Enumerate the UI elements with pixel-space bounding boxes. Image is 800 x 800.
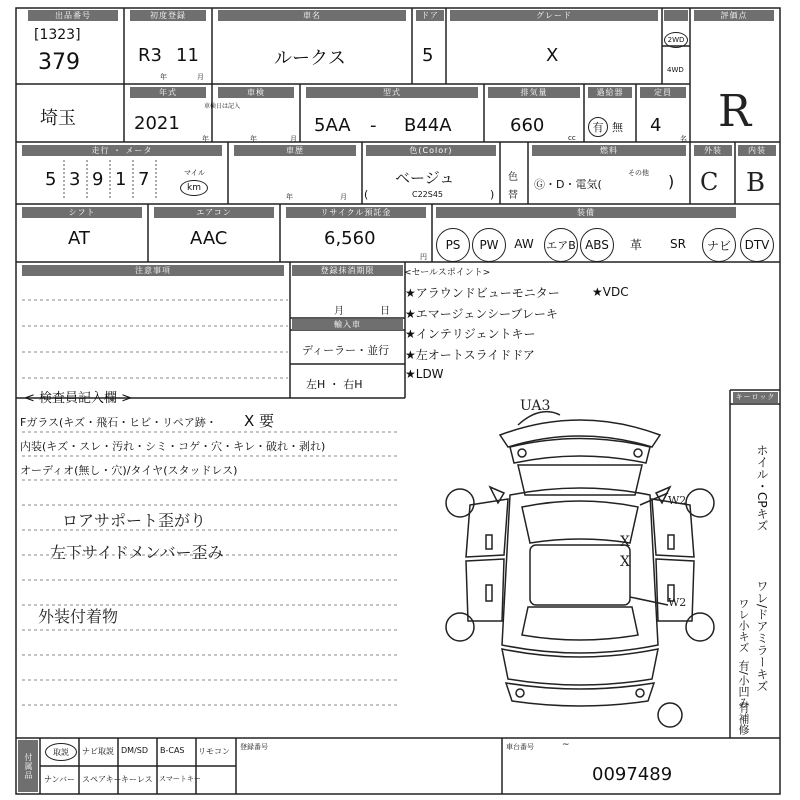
- evaluation-grade: R: [718, 86, 752, 137]
- color-paren-close: ): [490, 188, 495, 201]
- mileage-digit-4: 1: [115, 169, 127, 190]
- color-name: ベージュ: [395, 169, 455, 187]
- accessory-number: ナンバー: [44, 775, 76, 784]
- mileage-unit-mile: マイル: [184, 169, 205, 177]
- header-evaluation: 評価点: [694, 10, 774, 21]
- accessory-manual: 取説: [45, 743, 77, 761]
- header-inspection: 車検: [218, 87, 294, 98]
- interior-grade: B: [746, 168, 766, 198]
- first-reg-month: 11: [176, 45, 199, 66]
- drive-4wd: 4WD: [667, 66, 684, 74]
- inspection-note: 車検日は記入: [204, 103, 241, 110]
- equipment-aw: AW: [514, 237, 534, 251]
- mileage-digit-2: 3: [69, 169, 81, 190]
- accessory-spare-key: スペアキー: [82, 775, 122, 784]
- mileage-digit-1: 5: [45, 169, 57, 190]
- diagram-mark-x2: X: [620, 554, 630, 570]
- first-reg-year-unit: 年: [160, 73, 167, 81]
- header-ext: 外装: [694, 145, 732, 156]
- chassis-number: 0097489: [592, 764, 673, 785]
- type-dash: -: [370, 115, 377, 136]
- vehicle-year-unit: 年: [286, 193, 293, 201]
- capacity-value: 4: [650, 115, 662, 136]
- legend-col-4: 有/小凹み: [737, 660, 750, 708]
- selling-point-5: ★LDW: [405, 367, 444, 381]
- diagram-mark-ua3: UA3: [520, 398, 551, 414]
- header-import: 輸入車: [292, 319, 403, 330]
- header-doors: ドア: [416, 10, 444, 21]
- selling-point-vdc: ★VDC: [592, 285, 629, 299]
- mileage-digit-3: 9: [92, 169, 104, 190]
- accessory-bcas: B-CAS: [160, 746, 185, 755]
- exterior-grade: C: [700, 168, 719, 196]
- handwritten-note-3: 外装付着物: [38, 607, 119, 626]
- equipment-airbag: エアB: [544, 228, 578, 262]
- header-fuel: 燃料: [532, 145, 686, 156]
- displacement-unit: cc: [568, 134, 576, 142]
- header-type: 型式: [306, 87, 478, 98]
- header-notes: 注意事項: [22, 265, 284, 276]
- inspector-header: < 検査員記入欄 >: [24, 391, 133, 406]
- selling-point-4: ★左オートスライドドア: [405, 348, 535, 362]
- label-chassis-no: 車台番号: [506, 743, 534, 751]
- equipment-pw: PW: [472, 228, 506, 262]
- equipment-dtv: DTV: [740, 228, 774, 262]
- mileage-digit-5: 7: [138, 169, 150, 190]
- capacity-unit: 名: [680, 135, 687, 143]
- accessory-keyless: キーレス: [121, 775, 153, 784]
- accessory-smart-key: スマートキー: [159, 775, 201, 783]
- turbo-yes: 有: [588, 117, 608, 137]
- inspector-line-glass: Fガラス(キズ・飛石・ヒビ・リペア跡・: [20, 416, 217, 429]
- header-int: 内装: [738, 145, 776, 156]
- turbo-no: 無: [612, 121, 623, 134]
- legend-col-3: ワレ小キズ: [737, 598, 750, 653]
- header-model-year: 年式: [130, 87, 206, 98]
- aircon-value: AAC: [190, 228, 228, 249]
- model-year-unit: 年: [202, 135, 209, 143]
- header-displacement: 排気量: [488, 87, 580, 98]
- color-label-2: 替: [508, 190, 518, 201]
- header-first-reg: 初度登録: [130, 10, 206, 21]
- doors-value: 5: [422, 45, 434, 66]
- recycle-unit: 円: [420, 253, 427, 261]
- selling-points-header: <セールスポイント>: [404, 268, 491, 278]
- glass-repair-mark: X 要: [244, 412, 275, 430]
- type-prefix: 5AA: [314, 115, 351, 136]
- header-car-name: 車名: [218, 10, 406, 21]
- vehicle-month-unit: 月: [340, 193, 347, 201]
- equipment-navi: ナビ: [702, 228, 736, 262]
- diagram-mark-w2-rear: W2: [668, 596, 687, 609]
- reg-expiry-day: 日: [380, 306, 390, 317]
- header-recycle: リサイクル預託金: [286, 207, 426, 218]
- header-shift: シフト: [22, 207, 142, 218]
- accessory-dm-sd: DM/SD: [121, 746, 148, 755]
- selling-point-3: ★インテリジェントキー: [405, 327, 536, 341]
- header-turbo: 過給器: [588, 87, 632, 98]
- handwritten-note-2: 左下サイドメンバー歪み: [50, 543, 224, 562]
- inspector-line-audio: オーディオ(無し・穴)/タイヤ(スタッドレス): [20, 464, 238, 477]
- header-equipment: 装備: [436, 207, 736, 218]
- chassis-dash: ~: [562, 740, 570, 750]
- type-code: B44A: [404, 115, 452, 136]
- accessory-navi-manual: ナビ取説: [82, 747, 114, 756]
- grade-value: X: [546, 45, 559, 66]
- car-damage-diagram: [430, 395, 730, 735]
- selling-point-1: ★アラウンドビューモニター: [405, 286, 560, 300]
- displacement-value: 660: [510, 115, 545, 136]
- drive-2wd: 2WD: [664, 32, 688, 48]
- equipment-leather: 革: [629, 237, 642, 252]
- color-label-1: 色: [508, 172, 518, 183]
- selling-point-2: ★エマージェンシーブレーキ: [405, 307, 558, 321]
- fuel-close: ): [668, 172, 675, 191]
- equipment-ps: PS: [436, 228, 470, 262]
- legend-col-2: ワレ/ドアミラーキズ: [755, 580, 769, 693]
- recycle-value: 6,560: [324, 228, 376, 249]
- legend-col-5: 有補修: [737, 702, 750, 735]
- header-reg-expiry: 登録抹消期限: [292, 265, 403, 276]
- header-color: 色(Color): [366, 145, 496, 156]
- import-handle: 左H ・ 右H: [306, 378, 363, 391]
- first-reg-month-unit: 月: [197, 73, 204, 81]
- diagram-mark-x1: X: [620, 534, 630, 550]
- car-name: ルークス: [274, 48, 346, 69]
- header-grade: グレード: [450, 10, 658, 21]
- header-keylock: キーロック: [733, 392, 778, 403]
- inspection-month-unit: 月: [290, 135, 297, 143]
- model-year-value: 2021: [134, 113, 180, 134]
- header-capacity: 定員: [640, 87, 686, 98]
- header-drive: [664, 10, 688, 21]
- diagram-mark-w2-front: W2: [668, 494, 687, 507]
- lot-number: 379: [38, 50, 80, 75]
- mileage-unit-km: km: [180, 180, 208, 196]
- shift-value: AT: [68, 228, 90, 249]
- import-dealer: ディーラー・並行: [302, 344, 390, 357]
- handwritten-note-1: ロアサポート歪がり: [62, 511, 207, 530]
- color-code: C22S45: [412, 190, 444, 199]
- header-accessories: 付属品: [18, 740, 38, 792]
- header-aircon: エアコン: [154, 207, 274, 218]
- label-reg-no: 登録番号: [240, 743, 268, 751]
- header-mileage: 走行 ・ メータ: [22, 145, 222, 156]
- region-value: 埼玉: [40, 108, 76, 129]
- equipment-sr: SR: [670, 237, 686, 251]
- legend-col-1: ホイル・CPキズ: [755, 444, 769, 532]
- header-vehicle: 車歴: [234, 145, 356, 156]
- color-paren-open: (: [364, 188, 369, 201]
- inspector-line-interior: 内装(キズ・スレ・汚れ・シミ・コゲ・穴・キレ・破れ・剥れ): [20, 440, 326, 453]
- header-lot-no: 出品番号: [28, 10, 118, 21]
- fuel-other: その他: [628, 169, 649, 177]
- inspection-year-unit: 年: [250, 135, 257, 143]
- accessory-remote: リモコン: [198, 747, 230, 756]
- lot-code: [1323]: [34, 27, 81, 43]
- reg-expiry-month: 月: [334, 306, 344, 317]
- fuel-options: Ⓖ・D・電気(: [534, 178, 602, 191]
- first-reg-era: R3: [138, 45, 162, 66]
- equipment-abs: ABS: [580, 228, 614, 262]
